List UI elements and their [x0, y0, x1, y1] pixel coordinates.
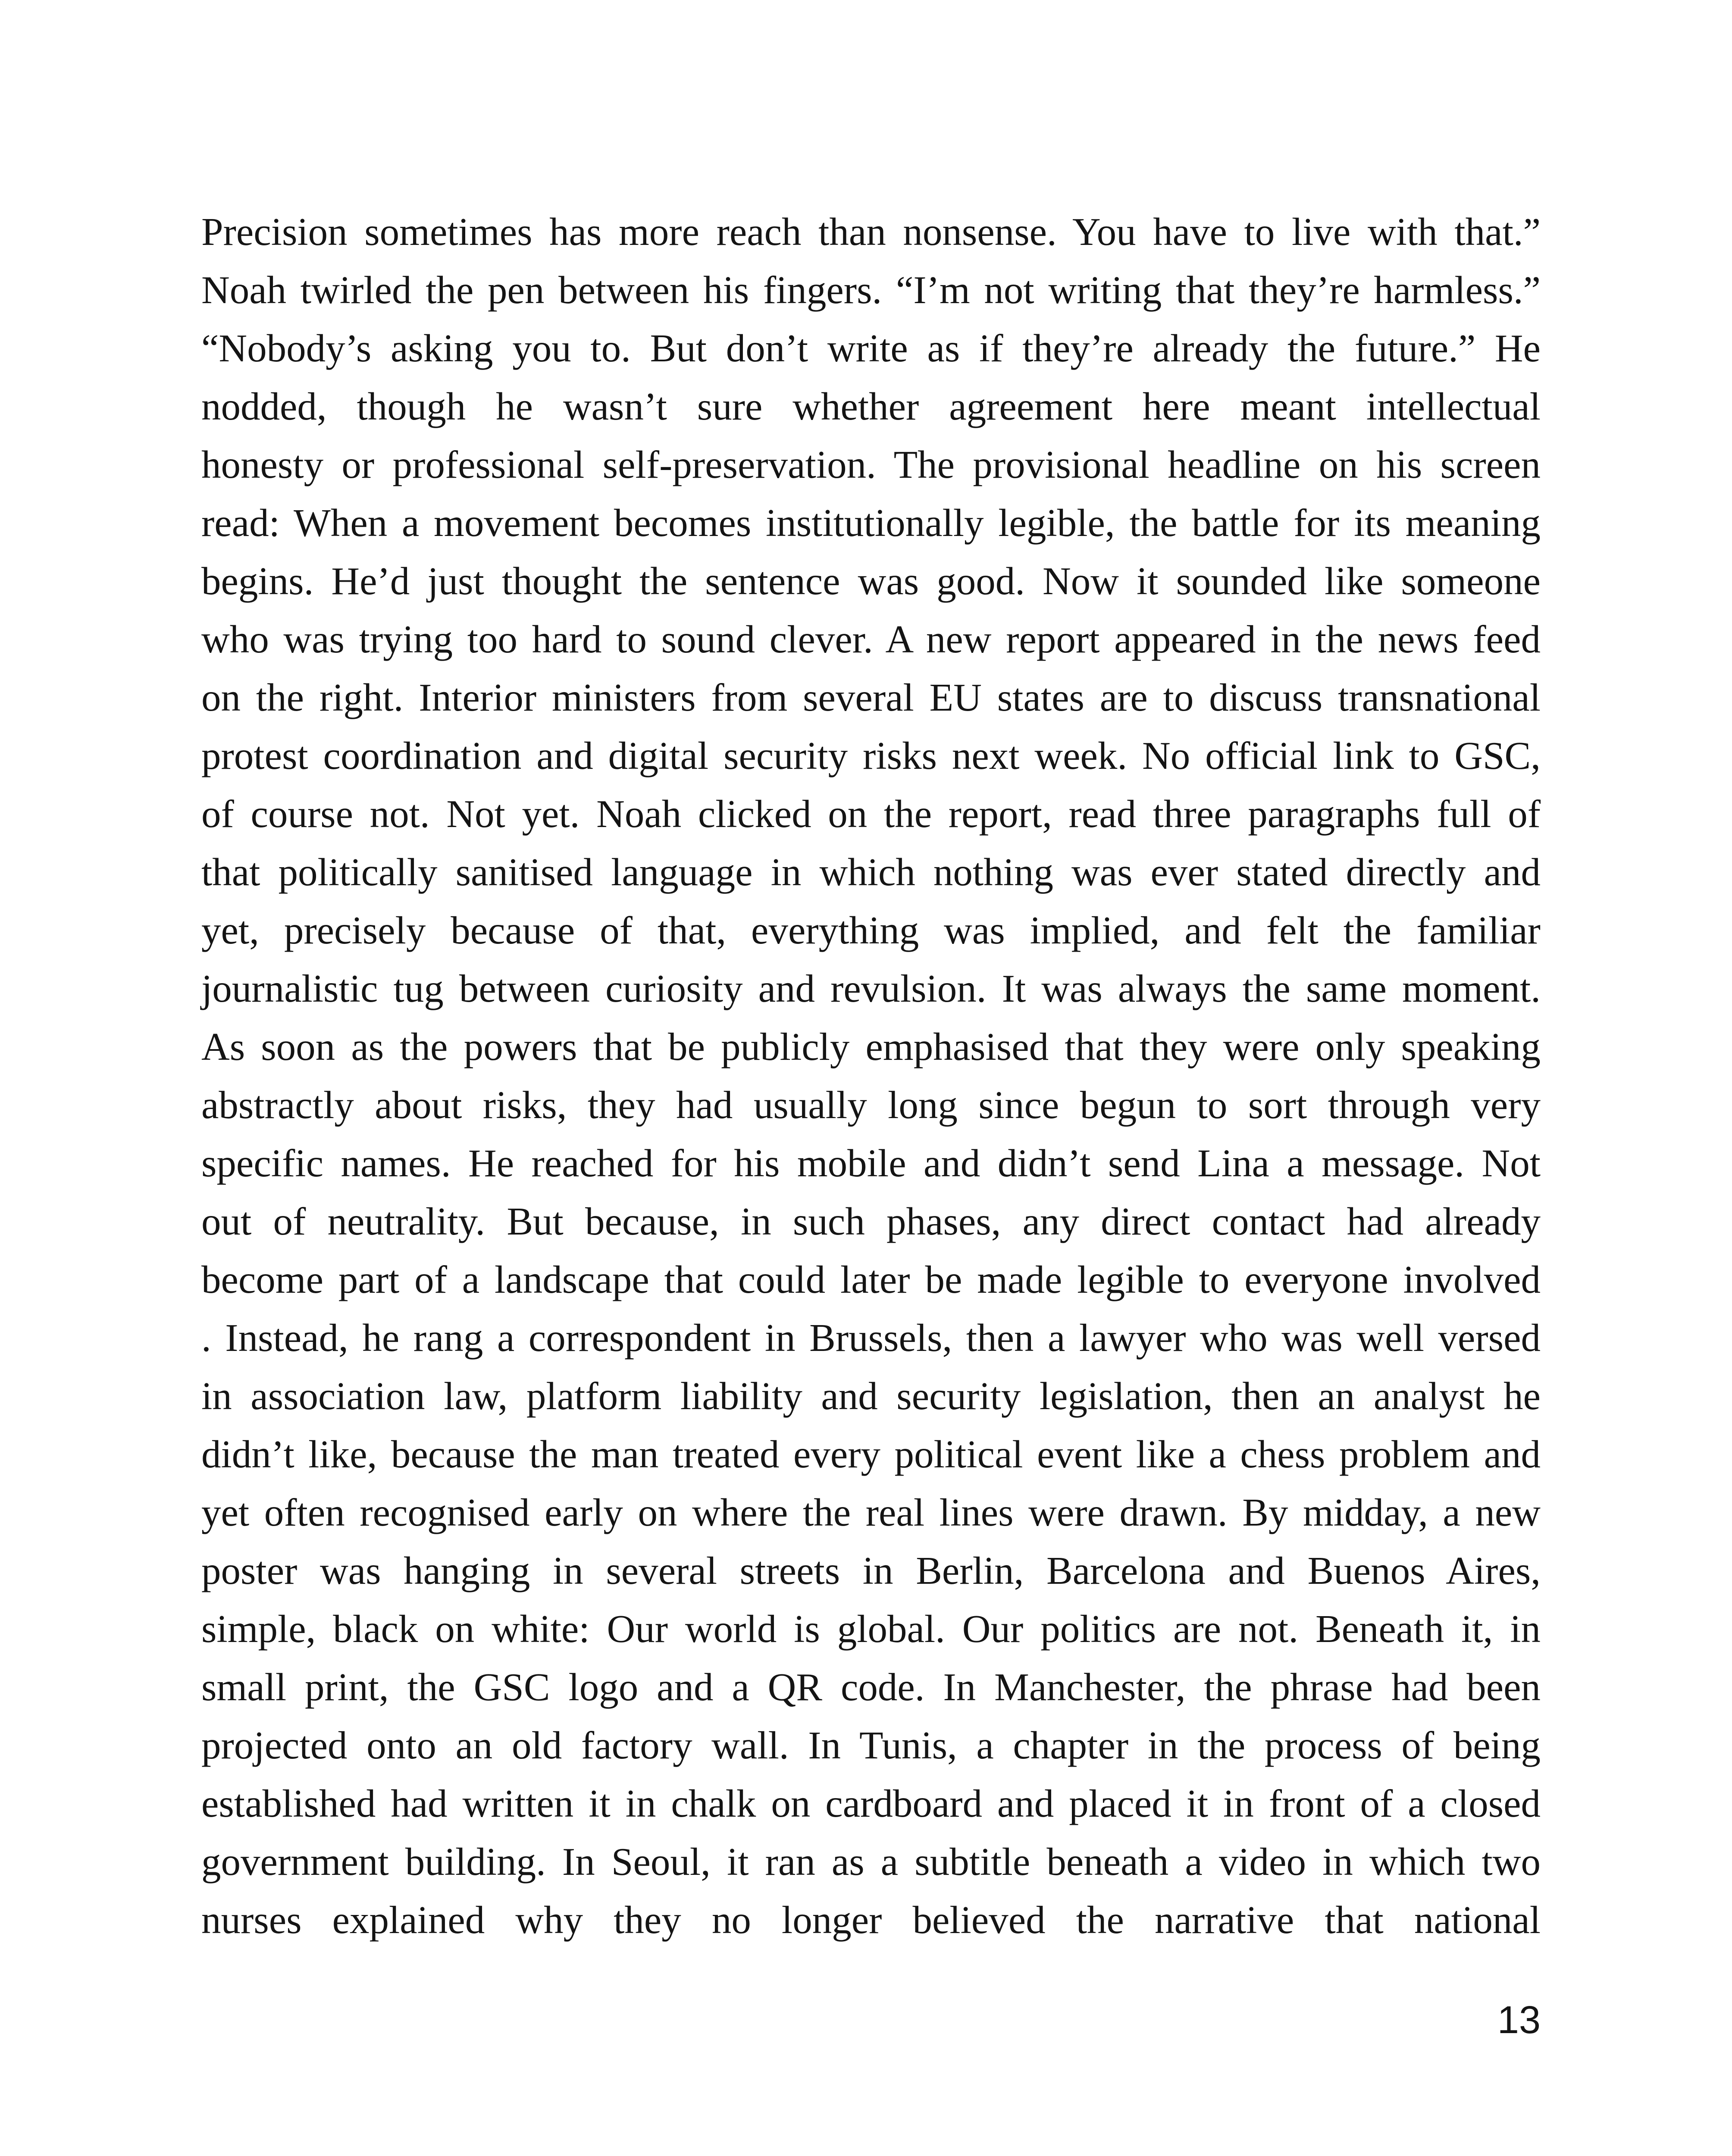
- text-line: begins. He’d just thought the sentence was good. Now it sounded like someone: [201, 559, 1541, 603]
- text-line: honesty or professional self-preservation. The provisional headline on his screen: [201, 443, 1541, 486]
- text-line: that politically sanitised language in which nothing was ever stated directly and: [201, 850, 1541, 894]
- text-line: abstractly about risks, they had usually long since begun to sort through very: [201, 1083, 1541, 1127]
- text-line: “Nobody’s asking you to. But don’t write as if they’re already the future.” He: [201, 326, 1541, 370]
- text-line: yet often recognised early on where the real lines were drawn. By midday, a new: [201, 1491, 1541, 1534]
- text-line: in association law, platform liability and security legislation, then an analyst he: [201, 1374, 1541, 1418]
- text-line: on the right. Interior ministers from several EU states are to discuss transnational: [201, 676, 1541, 719]
- text-line: protest coordination and digital security risks next week. No official link to GSC,: [201, 734, 1541, 777]
- text-line: Precision sometimes has more reach than nonsense. You have to live with that.”: [201, 210, 1541, 254]
- text-line: didn’t like, because the man treated every political event like a chess problem and: [201, 1432, 1541, 1476]
- text-line: government building. In Seoul, it ran as a subtitle beneath a video in which two: [201, 1840, 1541, 1883]
- text-line: who was trying too hard to sound clever. A new report appeared in the news feed: [201, 617, 1541, 661]
- text-line: nodded, though he wasn’t sure whether agreement here meant intellectual: [201, 385, 1541, 428]
- text-line: established had written it in chalk on cardboard and placed it in front of a closed: [201, 1782, 1541, 1825]
- text-line: become part of a landscape that could later be made legible to everyone involved: [201, 1258, 1541, 1301]
- body-text: [201, 203, 1541, 1949]
- text-line: Noah twirled the pen between his fingers. “I’m not writing that they’re harmless.”: [201, 268, 1541, 312]
- text-line: out of neutrality. But because, in such phases, any direct contact had already: [201, 1200, 1541, 1243]
- text-line: journalistic tug between curiosity and revulsion. It was always the same moment.: [201, 967, 1541, 1010]
- text-line: simple, black on white: Our world is global. Our politics are not. Beneath it, in: [201, 1607, 1541, 1651]
- text-line: projected onto an old factory wall. In Tunis, a chapter in the process of being: [201, 1724, 1541, 1767]
- text-line: yet, precisely because of that, everything was implied, and felt the familiar: [201, 909, 1541, 952]
- text-line: As soon as the powers that be publicly emphasised that they were only speaking: [201, 1025, 1541, 1069]
- text-line: . Instead, he rang a correspondent in Brussels, then a lawyer who was well versed: [201, 1316, 1541, 1360]
- text-line: poster was hanging in several streets in Berlin, Barcelona and Buenos Aires,: [201, 1549, 1541, 1592]
- text-line: of course not. Not yet. Noah clicked on the report, read three paragraphs full of: [201, 792, 1541, 836]
- text-line: small print, the GSC logo and a QR code. In Manchester, the phrase had been: [201, 1665, 1541, 1709]
- page-number: 13: [1497, 1999, 1541, 2042]
- text-line: read: When a movement becomes institutionally legible, the battle for its meaning: [201, 501, 1541, 545]
- text-line: specific names. He reached for his mobile and didn’t send Lina a message. Not: [201, 1141, 1541, 1185]
- text-line: nurses explained why they no longer believed the narrative that national: [201, 1898, 1541, 1942]
